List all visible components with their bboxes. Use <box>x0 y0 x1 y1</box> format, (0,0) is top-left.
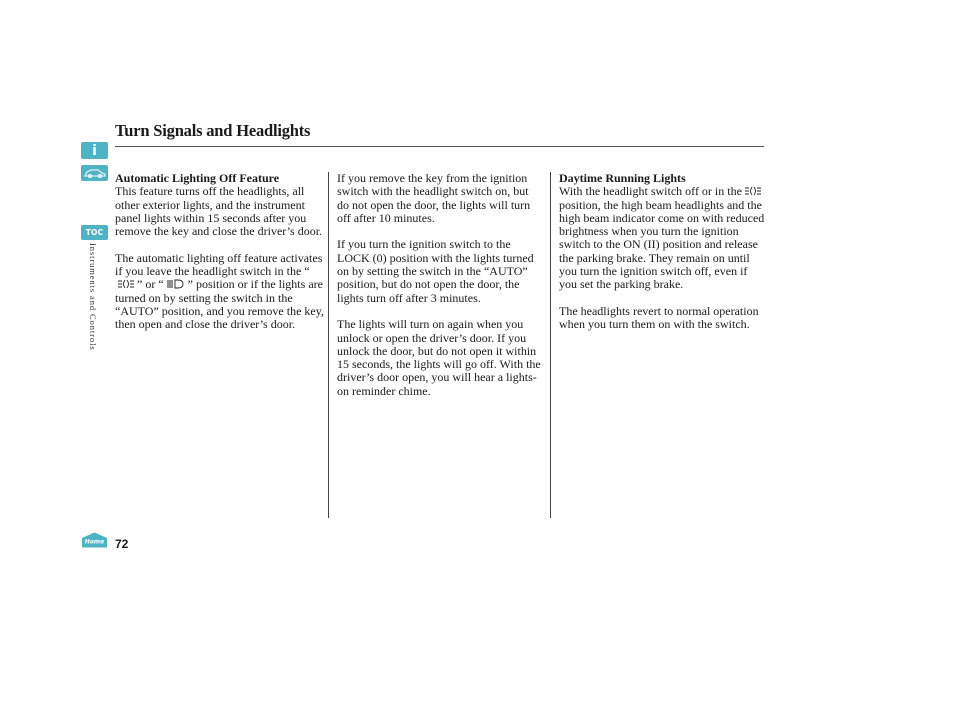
section-label: Instruments and Controls <box>88 243 98 351</box>
home-button[interactable] <box>81 532 108 548</box>
home-label: Home <box>84 538 105 546</box>
headlights-icon <box>166 279 186 289</box>
column-2 <box>337 172 543 411</box>
info-icon: i <box>92 142 97 159</box>
column-1 <box>115 172 325 345</box>
toc-button[interactable] <box>81 225 108 240</box>
section-heading: Automatic Lighting Off Feature <box>115 171 280 185</box>
column-3 <box>559 172 765 345</box>
title-rule <box>115 146 764 147</box>
page-title: Turn Signals and Headlights <box>115 121 311 140</box>
home-icon <box>81 532 108 548</box>
car-button[interactable] <box>81 165 108 181</box>
paragraph: The lights will turn on again when you unlock or open the driver’s door. If you unlock the door, but do not open it within 15 seconds, the lights will go off. With the driver’s door open, you will hear a lights-on reminder chime. <box>337 317 541 398</box>
paragraph-part: The automatic lighting off feature activates if you leave the headlight switch in the “ <box>115 250 323 279</box>
paragraph: If you remove the key from the ignition switch with the headlight switch on, but do not open the door, the lights will turn off after 10 minutes. <box>337 171 531 225</box>
column-divider <box>550 172 551 518</box>
parking-lights-icon <box>744 186 762 196</box>
info-button[interactable] <box>81 142 108 159</box>
paragraph-part: With the headlight switch off or in the <box>559 184 742 199</box>
paragraph: This feature turns off the headlights, all other exterior lights, and the instrument panel lights within 15 seconds after you remove the key and close the driver’s door. <box>115 184 323 239</box>
car-icon <box>84 168 106 178</box>
column-divider <box>328 172 329 518</box>
parking-lights-icon <box>117 279 135 289</box>
section-heading: Daytime Running Lights <box>559 171 686 185</box>
paragraph-part: position, the high beam headlights and the high beam indicator come on with reduced brightness when you turn the ignition switch to the ON (II) position and release the parking brake. They remain on until you turn the ignition switch off, even if you set the parking brake. <box>559 197 765 292</box>
paragraph: If you turn the ignition switch to the LOCK (0) position with the lights turned on by setting the switch in the “AUTO” position, but do not open the door, the lights turn off after 3 minutes. <box>337 237 534 305</box>
paragraph: The headlights revert to normal operation when you turn them on with the switch. <box>559 303 759 332</box>
paragraph-part: ” or “ <box>137 277 164 292</box>
page-number: 72 <box>115 537 129 551</box>
paragraph-part: ” position or if the lights are turned on by setting the switch in the “AUTO” position, and you remove the key, then open and close the driver’s door. <box>115 277 324 332</box>
toc-label: TOC <box>85 228 104 237</box>
